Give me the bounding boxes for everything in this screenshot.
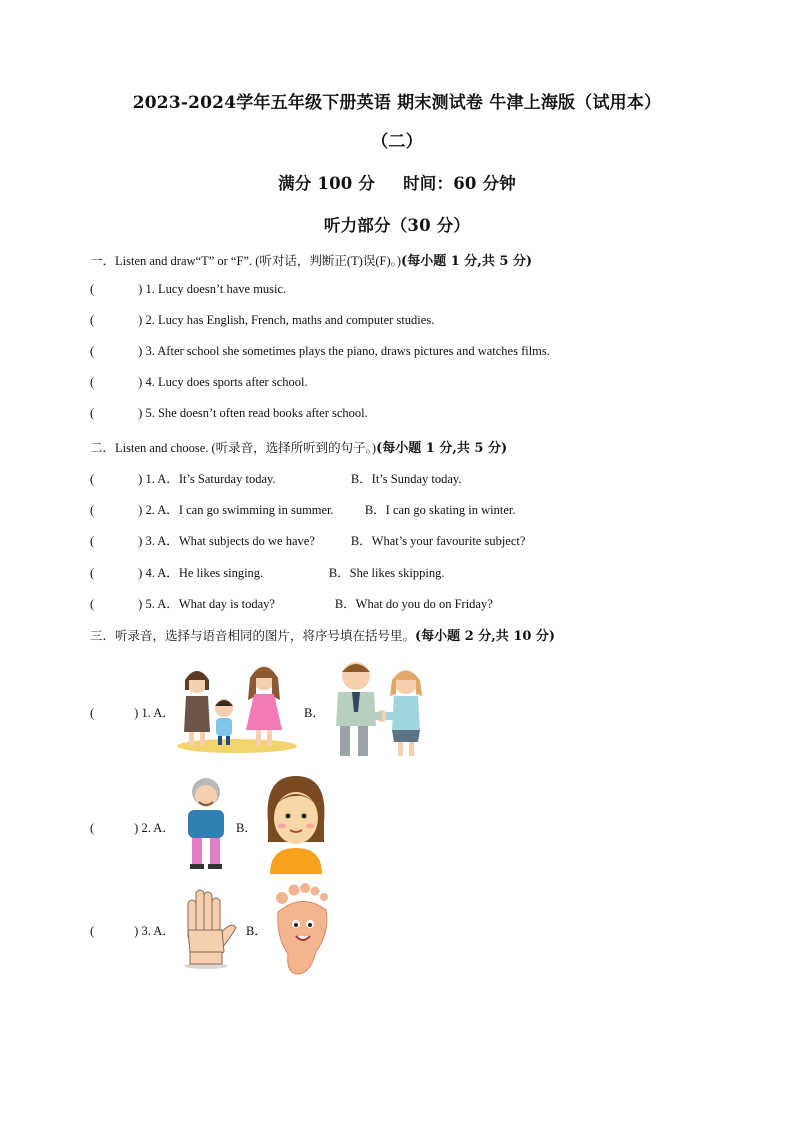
exam-time: 时间：60 分钟 (403, 174, 516, 193)
s1-item-4: ( ) 4. Lucy does sports after school. (90, 375, 308, 389)
foot-picture (272, 882, 332, 976)
hand-picture (180, 886, 238, 970)
section1-heading: 一．Listen and draw“T” or “F”. (听对话，判断正(T)误(F)。)(每小题 1 分,共 5 分) (90, 254, 533, 269)
s1-item-text: 3. After school she sometimes plays the piano, draws pictures and watches films. (145, 344, 550, 358)
s1-item-1: ( ) 1. Lucy doesn’t have music. (90, 282, 287, 296)
option-b: B．What do you do on Friday? (334, 597, 493, 611)
section2-heading: 二．Listen and choose. (听录音，选择所听到的句子。)(每小题 1 分,共 5 分) (90, 441, 508, 456)
exam-subtitle: （二） (371, 132, 423, 152)
s3-item-3-label: ( ) 3. A． (90, 924, 175, 938)
s1-item-5: ( ) 5. She doesn’t often read books after school. (90, 406, 368, 420)
option-a: I can go swimming in summer. (178, 503, 334, 517)
woman-face-picture (262, 772, 330, 874)
s2-item-3: ( ) 3. A．What subjects do we have? B．What’s your favourite subject? (90, 534, 526, 548)
s3-item-1-b: B． (304, 706, 325, 720)
s3-item-1-label: ( ) 1. A． (90, 706, 175, 720)
s1-item-3: ( ) 3. After school she sometimes plays the piano, draws pictures and watches films. (90, 344, 550, 358)
s1-item-text: 1. Lucy doesn’t have music. (145, 282, 287, 296)
exam-title: 2023-2024学年五年级下册英语 期末测试卷 牛津上海版（试用本） (132, 93, 662, 113)
s2-item-5: ( ) 5. A．What day is today? B．What do you do on Friday? (90, 597, 493, 611)
s2-item-2: ( ) 2. A．I can go swimming in summer. B．I can go skating in winter. (90, 503, 516, 517)
option-b: B．I can go skating in winter. (364, 503, 516, 517)
grandpa-picture (180, 772, 230, 872)
s3-item-2-b: B． (236, 821, 257, 835)
s2-item-1: ( ) 1. A．It’s Saturday today. B．It’s Sunday today. (90, 472, 462, 486)
option-b: B．It’s Sunday today. (350, 472, 462, 486)
option-b: B．What’s your favourite subject? (350, 534, 526, 548)
option-a: He likes singing. (178, 566, 264, 580)
handshake-picture (330, 656, 430, 760)
listening-header: 听力部分（30 分） (323, 216, 471, 235)
option-a: It’s Saturday today. (178, 472, 276, 486)
s1-item-text: 5. She doesn’t often read books after school. (145, 406, 368, 420)
s3-item-3-b: B． (246, 924, 267, 938)
option-b: B．She likes skipping. (328, 566, 445, 580)
score-time-line (0, 170, 794, 194)
full-score: 满分 100 分 (278, 174, 376, 193)
s1-item-2: ( ) 2. Lucy has English, French, maths and computer studies. (90, 313, 435, 327)
section3-heading: 三．听录音，选择与语音相同的图片，将序号填在括号里。(每小题 2 分,共 10 分) (90, 629, 556, 644)
s1-item-text: 4. Lucy does sports after school. (145, 375, 308, 389)
option-a: What subjects do we have? (178, 534, 315, 548)
s2-item-4: ( ) 4. A．He likes singing. B．She likes skipping. (90, 566, 445, 580)
option-a: What day is today? (178, 597, 275, 611)
s1-item-text: 2. Lucy has English, French, maths and computer studies. (145, 313, 435, 327)
family-picture (172, 660, 302, 756)
s3-item-2-label: ( ) 2. A． (90, 821, 175, 835)
